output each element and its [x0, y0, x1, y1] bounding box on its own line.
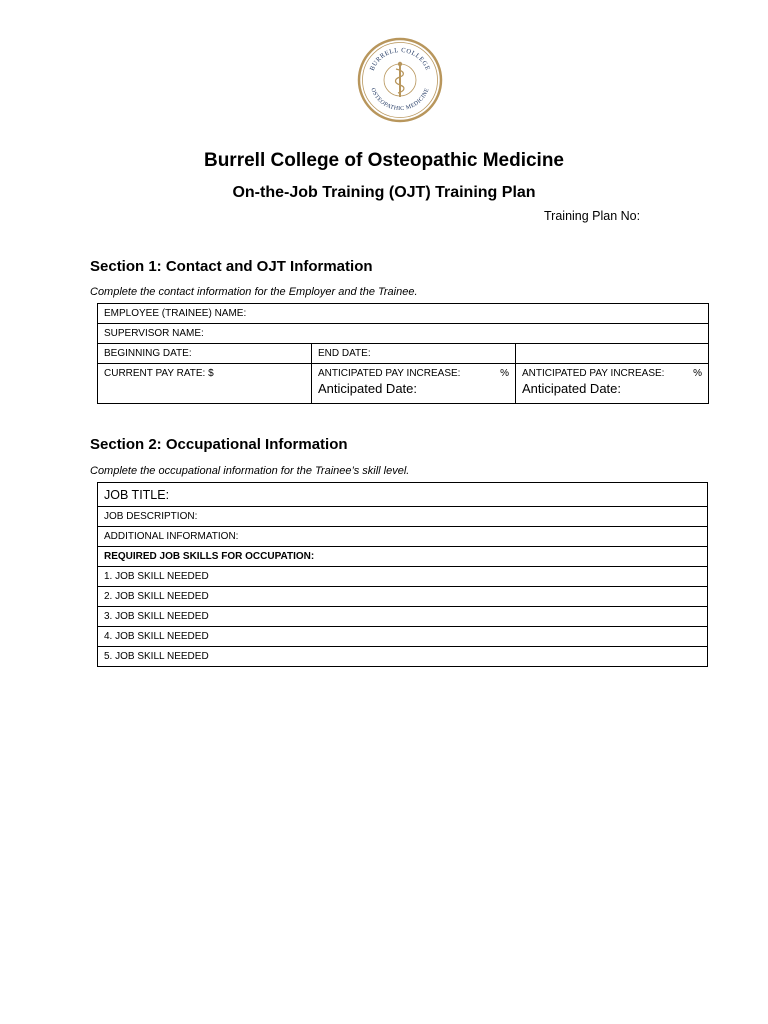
required-skills-header: REQUIRED JOB SKILLS FOR OCCUPATION: — [98, 547, 708, 567]
supervisor-name-field[interactable]: SUPERVISOR NAME: — [98, 324, 709, 344]
seal-top-text: BURRELL COLLEGE — [368, 46, 432, 72]
supervisor-name-row — [98, 324, 709, 344]
document-title: Burrell College of Osteopathic Medicine — [203, 150, 564, 171]
job-skill-row — [98, 647, 708, 667]
job-skill-4-field[interactable]: 4. JOB SKILL NEEDED — [98, 627, 708, 647]
beginning-date-field[interactable]: BEGINNING DATE: — [98, 344, 312, 364]
job-skill-row — [98, 627, 708, 647]
job-description-row — [98, 507, 708, 527]
end-date-field[interactable]: END DATE: — [312, 344, 516, 364]
section-1-instructions: Complete the contact information for the Employer and the Trainee. — [90, 286, 418, 298]
percent-sign: % — [500, 368, 509, 379]
dates-row — [98, 344, 709, 364]
required-skills-row — [98, 547, 708, 567]
training-plan-number-label: Training Plan No: — [544, 209, 641, 223]
employee-name-row — [98, 304, 709, 324]
job-skill-row — [98, 587, 708, 607]
pay-increase-2-field[interactable]: % ANTICIPATED PAY INCREASE: Anticipated Date: — [516, 364, 709, 404]
job-skill-1-field[interactable]: 1. JOB SKILL NEEDED — [98, 567, 708, 587]
job-skill-5-field[interactable]: 5. JOB SKILL NEEDED — [98, 647, 708, 667]
additional-info-row — [98, 527, 708, 547]
section-2-heading: Section 2: Occupational Information — [90, 436, 348, 453]
percent-sign: % — [693, 368, 702, 379]
job-skill-3-field[interactable]: 3. JOB SKILL NEEDED — [98, 607, 708, 627]
job-title-row — [98, 483, 708, 507]
contact-info-table — [97, 303, 709, 404]
anticipated-date-1-label: Anticipated Date: — [318, 381, 418, 396]
job-skill-row — [98, 567, 708, 587]
seal-bottom-text: OSTEOPATHIC MEDICINE — [369, 87, 431, 113]
additional-info-field[interactable]: ADDITIONAL INFORMATION: — [98, 527, 708, 547]
pay-row — [98, 364, 709, 404]
job-skill-2-field[interactable]: 2. JOB SKILL NEEDED — [98, 587, 708, 607]
blank-date-field[interactable] — [516, 344, 709, 364]
job-description-field[interactable]: JOB DESCRIPTION: — [98, 507, 708, 527]
section-1-heading: Section 1: Contact and OJT Information — [90, 258, 373, 275]
job-title-field[interactable]: JOB TITLE: — [98, 483, 708, 507]
pay-increase-1-field[interactable]: % ANTICIPATED PAY INCREASE: Anticipated Date: — [312, 364, 516, 404]
section-2-instructions: Complete the occupational information for the Trainee’s skill level. — [90, 465, 410, 477]
employee-name-field[interactable]: EMPLOYEE (TRAINEE) NAME: — [98, 304, 709, 324]
college-seal-logo — [357, 37, 443, 123]
job-skill-row — [98, 607, 708, 627]
current-pay-rate-field[interactable]: CURRENT PAY RATE: $ — [98, 364, 312, 404]
anticipated-date-2-label: Anticipated Date: — [522, 381, 622, 396]
document-subtitle: On-the-Job Training (OJT) Training Plan — [232, 184, 536, 201]
occupational-info-table — [97, 482, 708, 667]
